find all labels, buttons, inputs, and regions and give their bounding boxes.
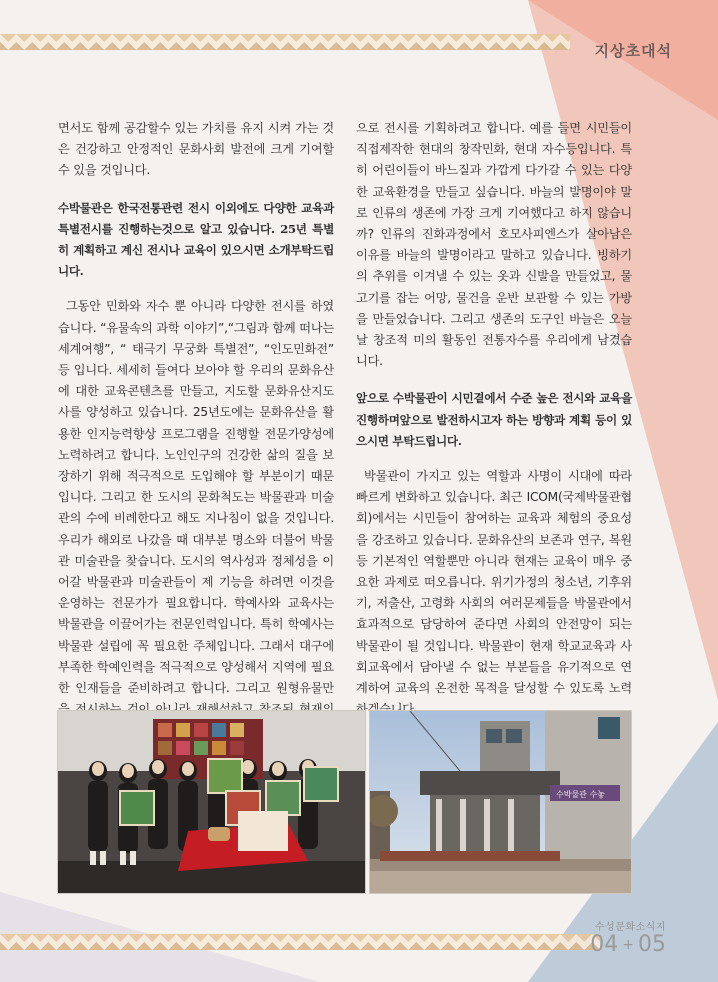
body-paragraph: 면서도 함께 공감할수 있는 가치를 유지 시켜 가는 것은 건강하고 안정적인 문화사회 발전에 크게 기여할 수 있을 것입니다. xyxy=(58,121,334,178)
interview-question: 수박물관은 한국전통관련 전시 이외에도 다양한 교육과 특별전시를 진행하는것으로 알고 있습니다. 25년 특별히 계획하고 계신 전시나 교육이 있으시면 소개부탁드립니다. xyxy=(58,200,334,279)
group-photo-illustration xyxy=(58,711,365,893)
magazine-name: 수성문화소식지 xyxy=(594,922,666,933)
page-separator: + xyxy=(622,937,634,953)
museum-building-illustration xyxy=(370,711,631,893)
section-title: 지상초대석 xyxy=(594,42,672,60)
decor-bottom-zigzag-band xyxy=(0,934,600,950)
museum-sign-text: 수박물관 수놓 xyxy=(556,790,605,799)
page-numbers xyxy=(590,933,666,957)
group-photo xyxy=(57,710,366,894)
page-footer xyxy=(590,918,666,957)
left-column xyxy=(58,118,334,742)
decor-top-zigzag-band xyxy=(0,34,570,50)
body-paragraph: 으로 전시를 기획하려고 합니다. 예를 들면 시민들이 직접제작한 현대의 창작민화, 현대 자수등입니다. 특히 어린이들이 바느질과 가깝게 다가갈 수 있는 다양한 교육환경을 만들고 싶습니다. 바늘의 발명이야 말로 인류의 생존에 가장 크게 기여했다고 하지 않습니까? 인류의 진화과정에서 호모사피엔스가 살아남은 이유를 바늘의 발명이라고 말하고 있습니다. 빙하기의 추위를 이겨낼 수 있는 옷과 신발을 만들었고, 물고기를 잡는 어망, 물건을 운반 보관할 수 있는 가방을 만들었습니다. 그리고 생존의 도구인 바늘은 오늘날 창조적 미의 활동인 전통자수를 우리에게 남겼습니다. xyxy=(356,121,632,369)
body-paragraph: 그동안 민화와 자수 뿐 아니라 다양한 전시를 하였습니다. “유물속의 과학 이야기”,“그림과 함께 떠나는 세계여행”, “ 태극기 무궁화 특별전”, “인도민화전” 등 입니다. 세세히 들여다 보아야 할 우리의 문화유산에 대한 교육콘텐츠를 만들고, 지도할 문화유산지도사를 양성하고 있습니다. 25년도에는 문화유산을 활용한 인지능력향상 프로그램을 진행할 전문가양성에 노력하려고 합니다. 노인인구의 건강한 삶의 질을 보장하기 위해 적극적으로 도입해야 할 부분이기 때문입니다. 그리고 한 도시의 문화척도는 박물관과 미술관의 수에 비례한다고 해도 지나침이 없을 것입니다. 우리가 해외로 나갔을 때 대부분 명소와 더불어 박물관 미술관을 찾습니다. 도시의 역사성과 정체성을 이어갈 박물관과 미술관들이 제 기능을 하려면 이것을 운영하는 전문가가 필요합니다. 학예사와 교육사는 박물관을 이끌어가는 전문인력입니다. 특히 학예사는 박물관 설립에 꼭 필요한 주체입니다. 그래서 대구에 부족한 학예인력을 적극적으로 양성해서 지역에 필요한 인재들을 준비하려고 합니다. 그리고 원형유물만 xyxy=(58,299,334,696)
interview-question: 앞으로 수박물관이 시민곁에서 수준 높은 전시와 교육을 진행하며앞으로 발전하시고자 하는 방향과 계획 등이 있으시면 부탁드립니다. xyxy=(356,391,632,448)
right-column xyxy=(356,118,632,720)
page-number-left: 04 xyxy=(590,932,619,957)
museum-building-photo xyxy=(369,710,632,894)
page-number-right: 05 xyxy=(638,932,666,957)
body-paragraph: 박물관이 가지고 있는 역할과 사명이 시대에 따라 빠르게 변화하고 있습니다. 최근 ICOM(국제박물관협회)에서는 시민들이 참여하는 교육과 체험의 중요성을 강조하고 있습니다. 문화유산의 보존과 연구, 복원 등 기본적인 역할뿐만 아니라 현재는 교육이 매우 중요한 과제로 떠오릅니다. 위기가정의 청소년, 기후위기, 저출산, 고령화 사회의 여러문제들을 박물관에서 효과적으로 담당하여 준다면 사회의 안전망이 되는 박물관이 될 것입니다. 박물관이 현재 학교교육과 사회교육에서 담아낼 수 없는 부분들을 유기적으로 연계하여 교육의 온전한 목적을 달성할 수 있도록 노력하겠 xyxy=(356,469,632,717)
